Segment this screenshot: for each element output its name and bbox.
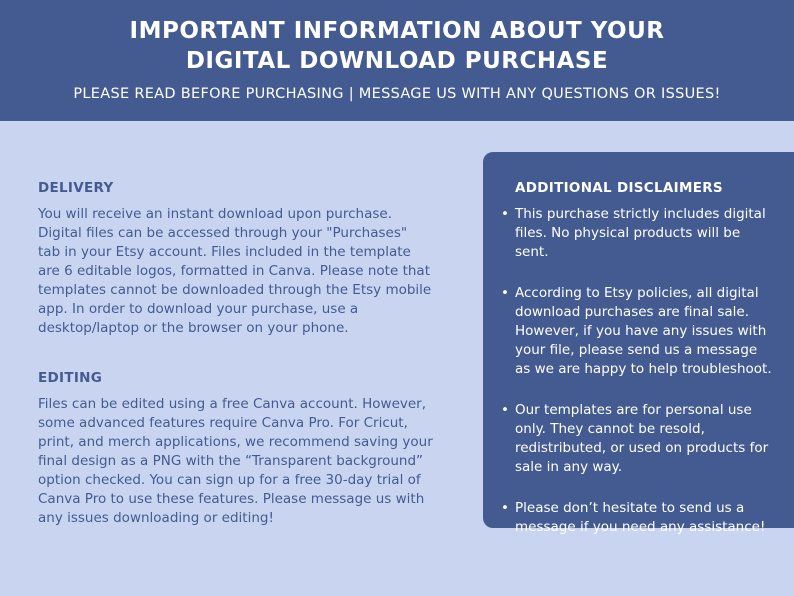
list-item bbox=[501, 205, 776, 262]
delivery-body: You will receive an instant download upon purchase. Digital files can be accessed through your "Purchases" tab in your Etsy account. Files included in the template are 6 editable logos, formatted in Canva. Please note that templates cannot be downloaded through the Etsy mobile app. In order to download your purchase, use a desktop/laptop or the browser on your phone. bbox=[38, 206, 432, 336]
list-item-text: According to Etsy policies, all digital download purchases are final sale. However, if you have any issues with your file, please send us a message as we are happy to help troubleshoot. bbox=[515, 285, 772, 377]
page-title-line1: IMPORTANT INFORMATION ABOUT YOUR bbox=[129, 18, 665, 44]
page-title bbox=[0, 16, 794, 76]
bullet-icon: • bbox=[501, 500, 509, 516]
bullet-icon: • bbox=[501, 285, 509, 301]
list-item bbox=[501, 284, 776, 379]
editing-title: EDITING bbox=[38, 370, 103, 386]
disclaimers-list bbox=[501, 205, 776, 559]
delivery-section bbox=[38, 178, 433, 338]
disclaimers-card bbox=[483, 152, 794, 535]
list-item bbox=[501, 401, 776, 477]
page-title-line2: DIGITAL DOWNLOAD PURCHASE bbox=[185, 48, 609, 74]
page-subtitle: PLEASE READ BEFORE PURCHASING | MESSAGE US WITH ANY QUESTIONS OR ISSUES! bbox=[73, 86, 721, 102]
bullet-icon: • bbox=[501, 206, 509, 222]
delivery-title: DELIVERY bbox=[38, 180, 114, 196]
list-item-text: This purchase strictly includes digital files. No physical products will be sent. bbox=[515, 206, 766, 260]
bullet-icon: • bbox=[501, 402, 509, 418]
list-item-text: Our templates are for personal use only. They cannot be resold, redistributed, or used on products for sale in any way. bbox=[515, 402, 769, 475]
list-item bbox=[501, 499, 776, 537]
disclaimers-title: ADDITIONAL DISCLAIMERS bbox=[515, 180, 723, 196]
page-header bbox=[0, 0, 794, 121]
editing-section bbox=[38, 368, 433, 528]
list-item-text: Please don’t hesitate to send us a message if you need any assistance! bbox=[515, 500, 766, 535]
editing-body: Files can be edited using a free Canva account. However, some advanced features require Canva Pro. For Cricut, print, and merch applications, we recommend saving your final design as a PNG with the “Transparent background” option checked. You can sign up for a free 30-day trial of Canva Pro to use these features. Please message us with any issues downloading or editing! bbox=[38, 396, 433, 526]
